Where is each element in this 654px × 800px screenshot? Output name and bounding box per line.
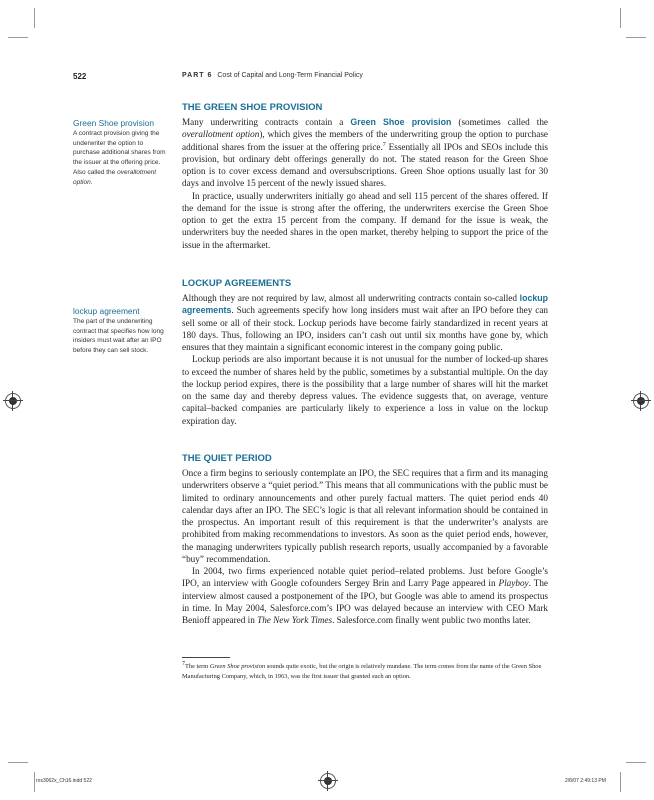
crop-mark xyxy=(8,37,28,38)
margin-note-lockup xyxy=(73,306,169,356)
key-term-lockup: lockup agreements xyxy=(182,293,548,316)
part-label: PART 6 xyxy=(182,72,213,79)
crop-mark xyxy=(34,772,35,792)
paragraph: Although they are not required by law, almost all underwriting contracts contain so-called lockup agreements. Such agreements specify how long insiders must wait after an IPO before they can sell some or all of their stock. Lockup periods have become fairly standardized in recent years at 180 days. Thus, following an IPO, insiders can’t cash out until six months have gone by, which ensures that they maintain a significant economic interest in the company going public. xyxy=(182,293,548,352)
crop-mark xyxy=(620,8,621,28)
registration-mark-icon xyxy=(633,393,649,409)
crop-mark xyxy=(626,37,646,38)
section-heading-green-shoe: THE GREEN SHOE PROVISION xyxy=(182,102,323,113)
section-heading-quiet-period: THE QUIET PERIOD xyxy=(182,453,272,464)
crop-mark xyxy=(34,8,35,28)
paragraph: Once a firm begins to seriously contemplate an IPO, the SEC requires that a firm and its managing underwriters observe a “quiet period.” This means that all communications with the public must be limited to ordinary announcements and other purely factual matters. The quiet period ends 40 calendar days after an IPO. The SEC’s logic is that all relevant information should be contained in the prospectus. An important result of this requirement is that the underwriter’s analysts are prohibited from making recommendations to investors. As soon as the quiet period ends, however, the managing underwriters typically publish research reports, usually accompanied by a favorable “buy” recommendation. xyxy=(182,468,548,564)
paragraph: In practice, usually underwriters initially go ahead and sell 115 percent of the shares offered. If the demand for the issue is strong after the offering, the underwriters exercise the Green Shoe option to get the extra 15 percent from the company. If demand for the issue is weak, the underwriters buy the needed shares in the open market, thereby helping to support the price of the issue in the aftermarket. xyxy=(182,190,548,250)
margin-note-term: lockup agreement xyxy=(73,306,140,316)
slug-file: ros3062x_Ch16.indd 522 xyxy=(36,778,92,784)
paragraph: Many underwriting contracts contain a Green Shoe provision (sometimes called the overallotment option), which gives the members of the underwriting group the option to purchase additional shares from the issuer at the offering price.$^7$ Essentially all IPOs and SEOs include this provision, but ordinary debt offerings generally do not. The stated reason for the Green Shoe option is to cover excess demand and oversubscriptions. Green Shoe options usually last for 30 days and involve 15 percent of the newly issued shares. xyxy=(182,117,549,189)
section-body-lockup xyxy=(182,292,548,427)
crop-mark xyxy=(620,772,621,792)
footnote-ref[interactable]: 7 xyxy=(382,141,386,148)
footnote-rule xyxy=(182,657,230,658)
margin-note-green-shoe xyxy=(73,118,169,187)
crop-mark xyxy=(8,762,28,763)
section-body-quiet-period xyxy=(182,467,548,626)
margin-note-definition: A contract provision giving the underwriter the option to purchase additional shares from the issuer at the offering price. Also called the overallotment option. xyxy=(73,130,166,186)
section-heading-lockup: LOCKUP AGREEMENTS xyxy=(182,278,292,289)
running-head xyxy=(182,72,363,79)
paragraph: In 2004, two firms experienced notable quiet period–related problems. Just before Google’s IPO, an interview with Google cofounders Sergey Brin and Larry Page appeared in Playboy. The interview almost caused a postponement of the IPO, but Google was able to amend its prospectus in time. In May 2004, Salesforce.com’s IPO was delayed because an interview with CEO Mark Benioff appeared in The New York Times. Salesforce.com finally went public two months later. xyxy=(182,566,548,625)
page-number: 522 xyxy=(73,72,87,81)
paragraph: Lockup periods are also important because it is not unusual for the number of locked-up shares to exceed the number of shares held by the public, sometimes by a substantial multiple. On the day the lockup period expires, there is the possibility that a large number of shares will hit the market on the same day and thereby depress values. The evidence suggests that, on average, venture capital–backed companies are particularly likely to experience a loss in value on the lockup expiration day. xyxy=(182,354,548,426)
margin-note-term: Green Shoe provision xyxy=(73,118,155,128)
registration-mark-icon xyxy=(320,773,336,789)
registration-mark-icon xyxy=(5,393,21,409)
footnote-number: 7 xyxy=(182,660,185,667)
margin-note-definition: The part of the underwriting contract that specifies how long insiders must wait after an IPO before they can sell stock. xyxy=(73,318,164,355)
slug-date: 2/8/07 2:49:13 PM xyxy=(565,778,606,784)
crop-mark xyxy=(626,762,646,763)
section-body-green-shoe xyxy=(182,116,548,251)
part-title: Cost of Capital and Long-Term Financial Policy xyxy=(217,72,363,79)
key-term-green-shoe: Green Shoe provision xyxy=(350,117,452,127)
footnote: 7The term Green Shoe provision sounds quite exotic, but the origin is relatively mundane. The term comes from the name of the Green Shoe Manufacturing Company, which, in 1963, was the first issuer that granted such an option. xyxy=(182,660,542,680)
